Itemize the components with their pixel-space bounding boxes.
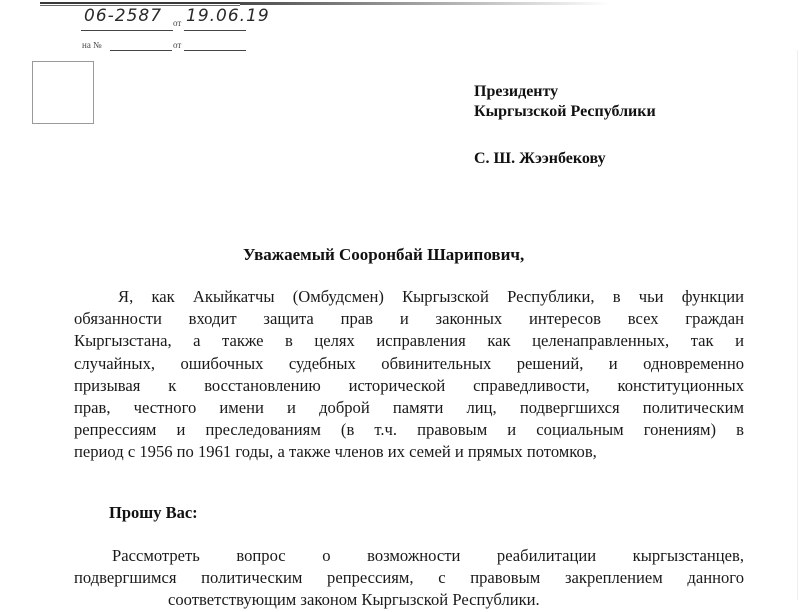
paragraph-line: прав, честного имени и доброй памяти лиц, подвергшихся политическим <box>74 397 744 417</box>
stamp-box <box>32 61 94 124</box>
reply-from-label: от <box>173 40 182 50</box>
paragraph-line: репрессиям и преследованиям (в т.ч. правовым и социальным гонениям) в <box>74 420 744 440</box>
paragraph-line: случайных, ошибочных судебных обвинительных решений, и одновременно <box>74 353 744 373</box>
outgoing-number-underline <box>81 30 173 31</box>
request-heading: Прошу Вас: <box>109 503 198 522</box>
outgoing-date: 19.06.19 <box>186 6 270 26</box>
paragraph-line: Кыргызстана, а также в целях исправления как целенаправленных, так и <box>74 331 744 351</box>
addressee-country: Кыргызской Республики <box>474 103 656 120</box>
paragraph-line: Я, как Акыйкатчы (Омбудсмен) Кыргызской Республики, в чьи функции <box>118 287 744 306</box>
paragraph-line: Рассмотреть вопрос о возможности реабилитации кыргызстанцев, <box>112 546 744 565</box>
greeting: Уважаемый Сооронбай Шарипович, <box>243 245 525 264</box>
page-edge <box>797 50 798 600</box>
outgoing-date-underline <box>184 30 246 31</box>
paragraph-line: период с 1956 по 1961 годы, а также членов их семей и прямых потомков, <box>74 442 597 462</box>
outgoing-number: 06-2587 <box>84 6 163 26</box>
reply-number-label: на № <box>82 40 102 50</box>
addressee-title: Президенту <box>474 83 559 100</box>
reply-date-field <box>184 50 246 51</box>
paragraph-line: подвергшимся политическим репрессиям, с правовым закреплением данного <box>74 568 744 588</box>
reply-number-field <box>110 50 172 51</box>
paragraph-line: обязанности входит защита прав и законных интересов всех граждан <box>74 309 744 329</box>
letterhead-rule-fade <box>240 2 610 5</box>
paragraph-line: соответствующим законом Кыргызской Республики. <box>168 590 540 610</box>
addressee-name: С. Ш. Жээнбекову <box>474 150 606 167</box>
body-paragraph-1 <box>74 286 744 464</box>
from-label: от <box>173 18 182 28</box>
paragraph-line: призывая к восстановлению исторической справедливости, конституционных <box>74 375 744 395</box>
body-paragraph-2 <box>74 545 744 612</box>
